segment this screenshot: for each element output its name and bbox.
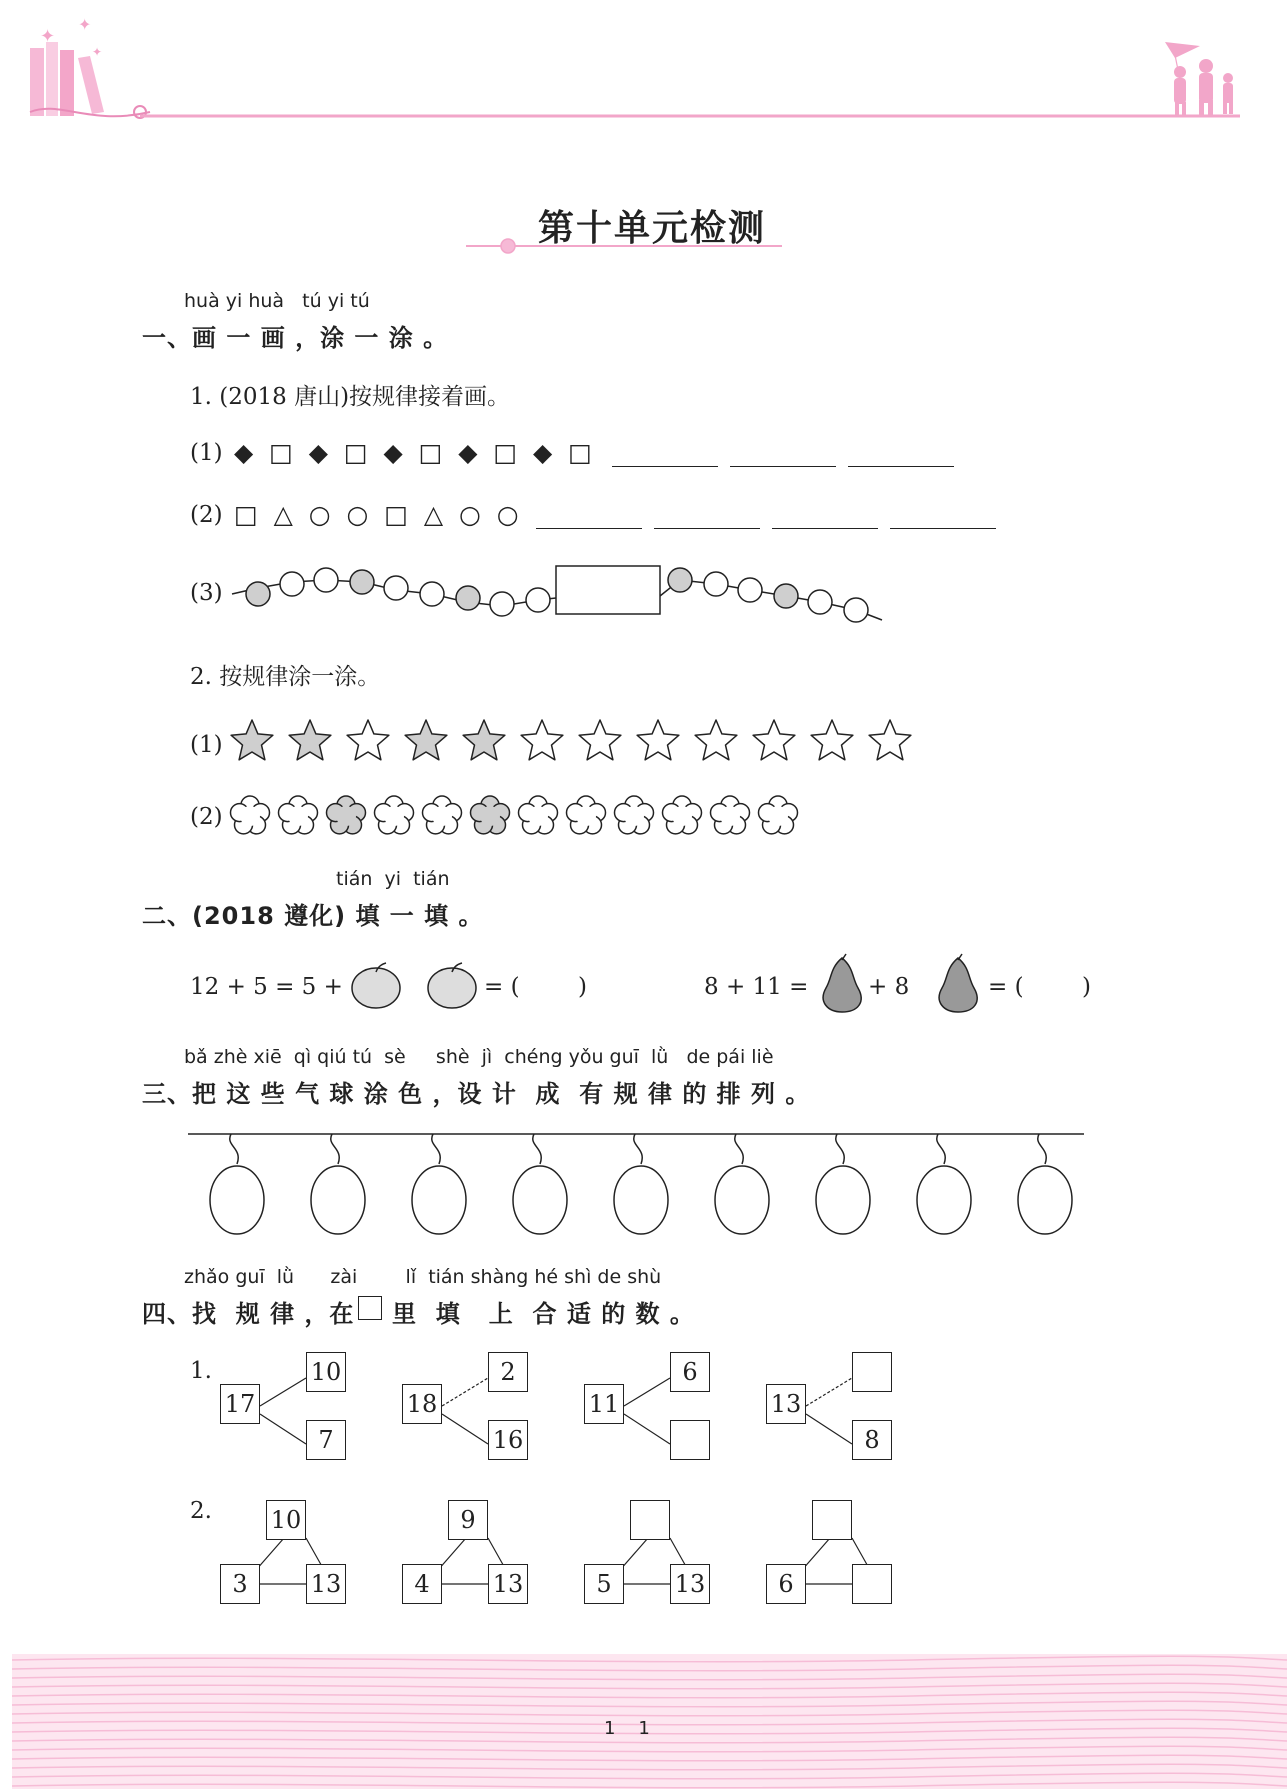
flower-row (0, 790, 1000, 850)
number-box-top: 10 (306, 1352, 346, 1392)
number-box-top[interactable] (852, 1352, 892, 1392)
number-box-bottom: 7 (306, 1420, 346, 1460)
q2-text: 2. 按规律涂一涂。 (190, 664, 381, 690)
page-title: 第十单元检测 (538, 207, 767, 249)
page-number: 1 1 (604, 1718, 650, 1739)
number-box-left: 4 (402, 1564, 442, 1604)
star-icon[interactable] (695, 720, 737, 760)
number-box-left: 6 (766, 1564, 806, 1604)
star-row (0, 718, 1000, 778)
eq1-right: = ( ) (484, 974, 588, 1000)
number-box-main: 18 (402, 1384, 442, 1424)
eq2-right: = ( ) (988, 974, 1092, 1000)
section4-pinyin: zhǎo guī lǜ zài lǐ tián shàng hé shì de shù (184, 1266, 662, 1288)
flower-icon[interactable] (759, 796, 798, 834)
q1-row1-blank-2[interactable] (730, 466, 836, 467)
header-decoration (0, 0, 1287, 140)
flower-icon[interactable] (615, 796, 654, 834)
q1-row2-blank-2[interactable] (654, 528, 760, 529)
star-icon[interactable] (463, 720, 505, 760)
flower-icon[interactable] (231, 796, 270, 834)
star-icon[interactable] (231, 720, 273, 760)
balloon[interactable] (715, 1134, 769, 1234)
balloon[interactable] (412, 1134, 466, 1234)
balloon[interactable] (816, 1134, 870, 1234)
star-icon[interactable] (405, 720, 447, 760)
balloon[interactable] (917, 1134, 971, 1234)
star-icon[interactable] (811, 720, 853, 760)
flower-icon[interactable] (663, 796, 702, 834)
number-box-right[interactable] (852, 1564, 892, 1604)
number-box-main: 17 (220, 1384, 260, 1424)
section2-pinyin: tián yi tián (336, 868, 450, 890)
q1-row1-blank-1[interactable] (612, 466, 718, 467)
q1-row1-blank-3[interactable] (848, 466, 954, 467)
q1-label: 1. (190, 1358, 212, 1384)
balloon[interactable] (614, 1134, 668, 1234)
number-box-right: 13 (306, 1564, 346, 1604)
number-box-top[interactable] (812, 1500, 852, 1540)
pear-icon-2 (928, 952, 988, 1016)
section1-pinyin: huà yi huà tú yi tú (184, 290, 370, 312)
q2-label: 2. (190, 1498, 212, 1524)
svg-text:✦: ✦ (78, 15, 92, 34)
number-box-main: 13 (766, 1384, 806, 1424)
flower-icon[interactable] (375, 796, 414, 834)
section4-heading-a: 四、找 规 律 ，在 (142, 1300, 355, 1328)
number-box-bottom: 16 (488, 1420, 528, 1460)
balloon[interactable] (210, 1134, 264, 1234)
q1-row1-label: (1) (190, 440, 223, 466)
star-icon[interactable] (753, 720, 795, 760)
balloon[interactable] (513, 1134, 567, 1234)
star-icon[interactable] (289, 720, 331, 760)
balloon-row[interactable] (0, 1124, 1287, 1244)
title-underline (466, 236, 786, 256)
apple-icon-2 (424, 958, 484, 1018)
eq2-mid: + 8 (868, 974, 910, 1000)
star-icon[interactable] (579, 720, 621, 760)
flower-icon[interactable] (567, 796, 606, 834)
svg-text:✦: ✦ (40, 26, 56, 47)
bead-string (0, 550, 1287, 650)
q1-row2-blank-3[interactable] (772, 528, 878, 529)
number-box-bottom: 8 (852, 1420, 892, 1460)
q1-text: 1. (2018 唐山)按规律接着画。 (190, 384, 511, 410)
number-box-top: 10 (266, 1500, 306, 1540)
pear-icon (812, 952, 872, 1016)
q2-row1-label: (1) (190, 732, 223, 758)
star-icon[interactable] (869, 720, 911, 760)
number-box-left: 3 (220, 1564, 260, 1604)
number-box-right: 13 (670, 1564, 710, 1604)
number-box-top: 2 (488, 1352, 528, 1392)
number-box-main: 11 (584, 1384, 624, 1424)
flower-icon[interactable] (327, 796, 366, 834)
q1-row2-blank-1[interactable] (536, 528, 642, 529)
flower-icon[interactable] (471, 796, 510, 834)
star-icon[interactable] (637, 720, 679, 760)
q1-row2-pattern: □ △ ○ ○ □ △ ○ ○ (234, 500, 523, 529)
eq2-left: 8 + 11 = (704, 974, 809, 1000)
balloon[interactable] (1018, 1134, 1072, 1234)
number-box-bottom[interactable] (670, 1420, 710, 1460)
number-box-right: 13 (488, 1564, 528, 1604)
section3-heading: 三、把 这 些 气 球 涂 色 ，设 计 成 有 规 律 的 排 列 。 (142, 1080, 811, 1108)
apple-icon (348, 958, 408, 1018)
section4-heading-b: 里 填 上 合 适 的 数 。 (392, 1300, 695, 1328)
q1-row2-blank-4[interactable] (890, 528, 996, 529)
balloon[interactable] (311, 1134, 365, 1234)
section3-pinyin: bǎ zhè xiē qì qiú tú sè shè jì chéng yǒu guī lǜ de pái liè (184, 1046, 774, 1068)
number-box-left: 5 (584, 1564, 624, 1604)
number-box-top[interactable] (630, 1500, 670, 1540)
eq1-left: 12 + 5 = 5 + (190, 974, 343, 1000)
star-icon[interactable] (521, 720, 563, 760)
q1-row1-pattern: ◆ □ ◆ □ ◆ □ ◆ □ ◆ □ (234, 438, 596, 467)
square-icon (358, 1296, 382, 1320)
q1-row2-label: (2) (190, 502, 223, 528)
q2-row2-label: (2) (190, 804, 223, 830)
number-box-top: 6 (670, 1352, 710, 1392)
section2-heading: 二、(2018 遵化) 填 一 填 。 (142, 902, 484, 930)
flower-icon[interactable] (279, 796, 318, 834)
flower-icon[interactable] (423, 796, 462, 834)
section1-heading: 一、画 一 画 ，涂 一 涂 。 (142, 324, 449, 352)
number-box-top: 9 (448, 1500, 488, 1540)
flower-icon[interactable] (711, 796, 750, 834)
flower-icon[interactable] (519, 796, 558, 834)
star-icon[interactable] (347, 720, 389, 760)
svg-text:✦: ✦ (92, 45, 103, 59)
q1-row3-label: (3) (190, 580, 223, 606)
